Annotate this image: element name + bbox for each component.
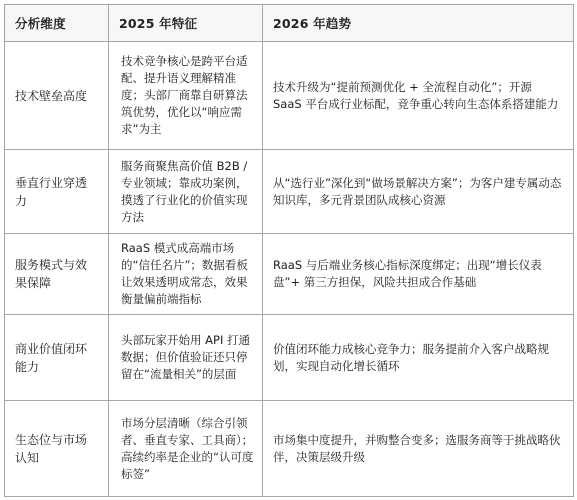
header-2026: 2026 年趋势 xyxy=(263,5,574,42)
header-row xyxy=(5,5,574,42)
header-2025: 2025 年特征 xyxy=(109,5,263,42)
y2025-cell: 技术竞争核心是跨平台适配、提升语义理解精准度；头部厂商靠自研算法筑优势，优化以“响应需求”为主 xyxy=(109,42,263,150)
table-row xyxy=(5,42,574,150)
dimension-cell: 服务模式与效果保障 xyxy=(5,234,109,315)
table-row xyxy=(5,150,574,234)
table-header xyxy=(5,5,574,42)
comparison-table-container xyxy=(4,4,573,496)
y2025-cell: 头部玩家开始用 API 打通数据；但价值验证还只停留在“流量相关”的层面 xyxy=(109,315,263,401)
dimension-cell: 技术壁垒高度 xyxy=(5,42,109,150)
dimension-cell: 垂直行业穿透力 xyxy=(5,150,109,234)
comparison-table xyxy=(4,4,574,497)
dimension-cell: 生态位与市场认知 xyxy=(5,401,109,497)
y2026-cell: 从“选行业”深化到“做场景解决方案”；为客户建专属动态知识库，多元背景团队成核心资源 xyxy=(263,150,574,234)
y2026-cell: 市场集中度提升，并购整合变多；选服务商等于挑战略伙伴，决策层级升级 xyxy=(263,401,574,497)
table-row xyxy=(5,315,574,401)
y2025-cell: RaaS 模式成高端市场的“信任名片”；数据看板让效果透明成常态，效果衡量偏前端指标 xyxy=(109,234,263,315)
y2026-cell: 价值闭环能力成核心竞争力；服务提前介入客户战略规划，实现自动化增长循环 xyxy=(263,315,574,401)
table-row xyxy=(5,234,574,315)
y2025-cell: 市场分层清晰（综合引领者、垂直专家、工具商）；高续约率是企业的“认可度标签” xyxy=(109,401,263,497)
table-row xyxy=(5,401,574,497)
dimension-cell: 商业价值闭环能力 xyxy=(5,315,109,401)
y2026-cell: RaaS 与后端业务核心指标深度绑定；出现“增长仪表盘”+ 第三方担保，风险共担成合作基础 xyxy=(263,234,574,315)
y2025-cell: 服务商聚焦高价值 B2B / 专业领域；靠成功案例，摸透了行业化的价值实现方法 xyxy=(109,150,263,234)
header-dimension: 分析维度 xyxy=(5,5,109,42)
y2026-cell: 技术升级为“提前预测优化 + 全流程自动化”；开源 SaaS 平台成行业标配，竞争重心转向生态体系搭建能力 xyxy=(263,42,574,150)
table-body xyxy=(5,42,574,497)
